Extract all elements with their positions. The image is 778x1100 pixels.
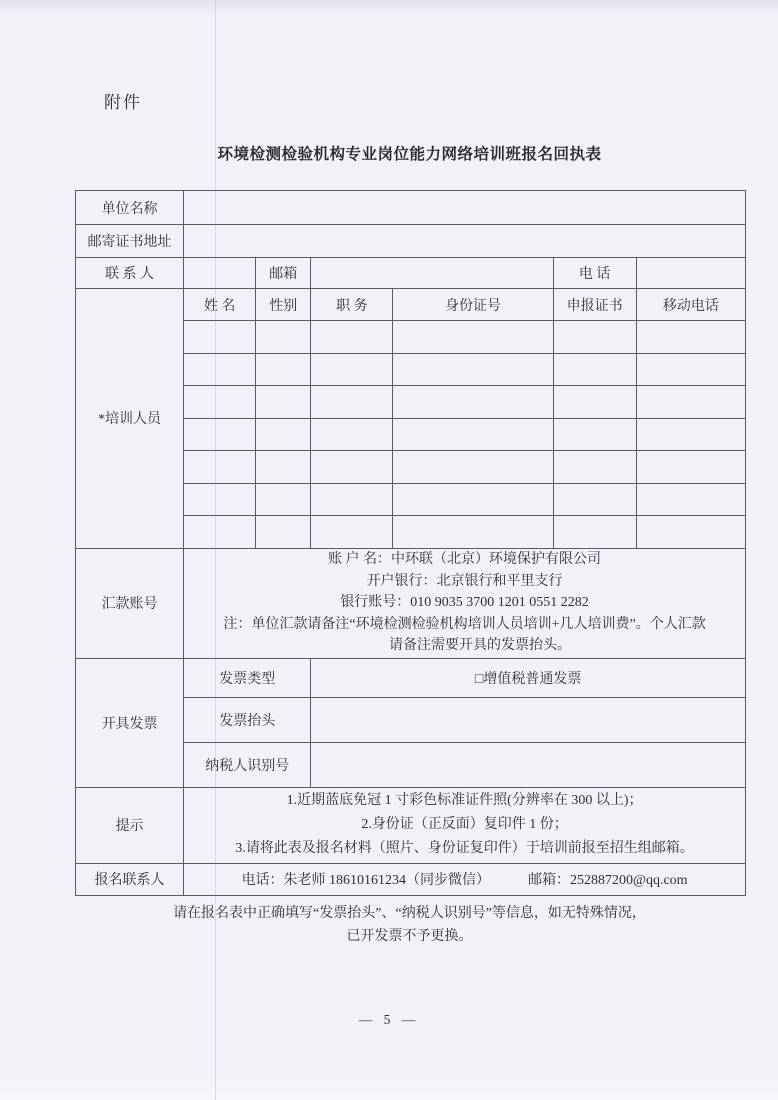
footer-note-line2: 已开发票不予更换。 xyxy=(346,929,473,944)
trainee-cell xyxy=(553,418,636,451)
trainee-cell xyxy=(311,321,393,354)
email-value-cell xyxy=(311,258,553,289)
trainee-cell xyxy=(393,451,553,484)
registration-contact-phone: 电话：朱老师 18610161234（同步微信） xyxy=(241,873,491,888)
trainee-cell xyxy=(636,386,745,419)
trainee-cell xyxy=(636,321,745,354)
trainee-cell xyxy=(553,353,636,386)
footer-note-line1: 请在报名表中正确填写“发票抬头”、“纳税人识别号”等信息，如无特殊情况， xyxy=(173,906,646,921)
footer-note xyxy=(75,902,744,948)
trainee-cell xyxy=(256,418,311,451)
trainees-label: *培训人员 xyxy=(76,289,184,549)
contact-name-cell xyxy=(184,258,256,289)
page-title: 环境检测检验机构专业岗位能力网络培训班报名回执表 xyxy=(217,146,602,163)
trainee-cell xyxy=(184,353,256,386)
trainee-cell xyxy=(553,516,636,549)
invoice-label: 开具发票 xyxy=(76,658,184,787)
trainee-cell xyxy=(393,418,553,451)
trainee-header-position: 职 务 xyxy=(311,289,393,321)
unit-name-label: 单位名称 xyxy=(76,191,184,225)
trainee-cell xyxy=(184,451,256,484)
trainee-cell xyxy=(553,321,636,354)
remittance-label: 汇款账号 xyxy=(76,548,184,658)
registration-contact-cell xyxy=(184,863,746,895)
trainee-cell xyxy=(393,386,553,419)
invoice-type-value: □增值税普通发票 xyxy=(311,658,746,697)
trainee-header-mobile: 移动电话 xyxy=(636,289,745,321)
trainee-cell xyxy=(636,451,745,484)
invoice-title-value-cell xyxy=(311,697,746,742)
trainee-cell xyxy=(393,321,553,354)
tips-row xyxy=(76,787,746,863)
tax-id-value-cell xyxy=(311,742,746,787)
tips-label: 提示 xyxy=(76,787,184,863)
trainee-cell xyxy=(636,418,745,451)
trainee-cell xyxy=(256,483,311,516)
remittance-note-line1: 注：单位汇款请备注“环境检测检验机构培训人员培训+几人培训费”。个人汇款 xyxy=(223,616,706,632)
trainee-cell xyxy=(256,516,311,549)
trainee-cell xyxy=(311,451,393,484)
trainee-cell xyxy=(184,321,256,354)
remittance-row xyxy=(76,548,746,658)
registration-contact-email: 邮箱：252887200@qq.com xyxy=(528,873,688,888)
registration-contact-label: 报名联系人 xyxy=(76,863,184,895)
trainee-cell xyxy=(311,418,393,451)
mailing-address-label: 邮寄证书地址 xyxy=(76,225,184,258)
trainee-cell xyxy=(256,353,311,386)
trainee-cell xyxy=(184,418,256,451)
trainee-cell xyxy=(311,516,393,549)
trainee-cell xyxy=(256,321,311,354)
trainee-cell xyxy=(636,516,745,549)
email-label: 邮箱 xyxy=(256,258,311,289)
remittance-note-line2: 请备注需要开具的发票抬头。 xyxy=(388,638,571,654)
contact-person-label: 联 系 人 xyxy=(76,258,184,289)
tip-item-1: 1.近期蓝底免冠 1 寸彩色标准证件照(分辨率在 300 以上)； xyxy=(286,793,643,808)
tip-item-3: 3.请将此表及报名材料（照片、身份证复印件）于培训前报至招生组邮箱。 xyxy=(235,841,694,856)
trainee-cell xyxy=(393,483,553,516)
trainee-cell xyxy=(393,353,553,386)
registration-contact-row xyxy=(76,863,746,895)
remittance-account-name: 账 户 名：中环联（北京）环境保护有限公司 xyxy=(328,552,602,568)
attachment-label: 附件 xyxy=(104,93,142,112)
unit-name-value-cell xyxy=(184,191,746,225)
phone-label: 电 话 xyxy=(553,258,636,289)
trainee-cell xyxy=(636,483,745,516)
invoice-type-row xyxy=(76,658,746,697)
trainee-cell xyxy=(311,353,393,386)
trainee-cell xyxy=(553,451,636,484)
remittance-details xyxy=(184,548,746,658)
remittance-account-number: 银行账号：010 9035 3700 1201 0551 2282 xyxy=(340,595,589,611)
trainee-cell xyxy=(553,483,636,516)
trainee-header-id-number: 身份证号 xyxy=(393,289,553,321)
trainee-header-gender: 性别 xyxy=(256,289,311,321)
trainee-cell xyxy=(184,516,256,549)
trainee-cell xyxy=(311,483,393,516)
page-number: — 5 — xyxy=(358,1012,420,1027)
tax-id-label: 纳税人识别号 xyxy=(184,742,311,787)
remittance-bank: 开户银行：北京银行和平里支行 xyxy=(366,573,563,589)
trainee-cell xyxy=(184,483,256,516)
trainee-cell xyxy=(256,451,311,484)
trainee-cell xyxy=(256,386,311,419)
tip-item-2: 2.身份证（正反面）复印件 1 份； xyxy=(361,817,568,832)
phone-value-cell xyxy=(636,258,745,289)
invoice-title-label: 发票抬头 xyxy=(184,697,311,742)
unit-name-row xyxy=(76,191,746,225)
mailing-address-row xyxy=(76,225,746,258)
contact-person-row xyxy=(76,258,746,289)
invoice-type-label: 发票类型 xyxy=(184,658,311,697)
trainee-cell xyxy=(184,386,256,419)
trainee-header-name: 姓 名 xyxy=(184,289,256,321)
trainee-cell xyxy=(393,516,553,549)
trainee-header-certificate: 申报证书 xyxy=(553,289,636,321)
registration-table xyxy=(75,190,746,896)
mailing-address-value-cell xyxy=(184,225,746,258)
trainee-cell xyxy=(553,386,636,419)
tips-list xyxy=(184,787,746,863)
trainee-cell xyxy=(636,353,745,386)
trainee-cell xyxy=(311,386,393,419)
trainee-header-row xyxy=(76,289,746,321)
